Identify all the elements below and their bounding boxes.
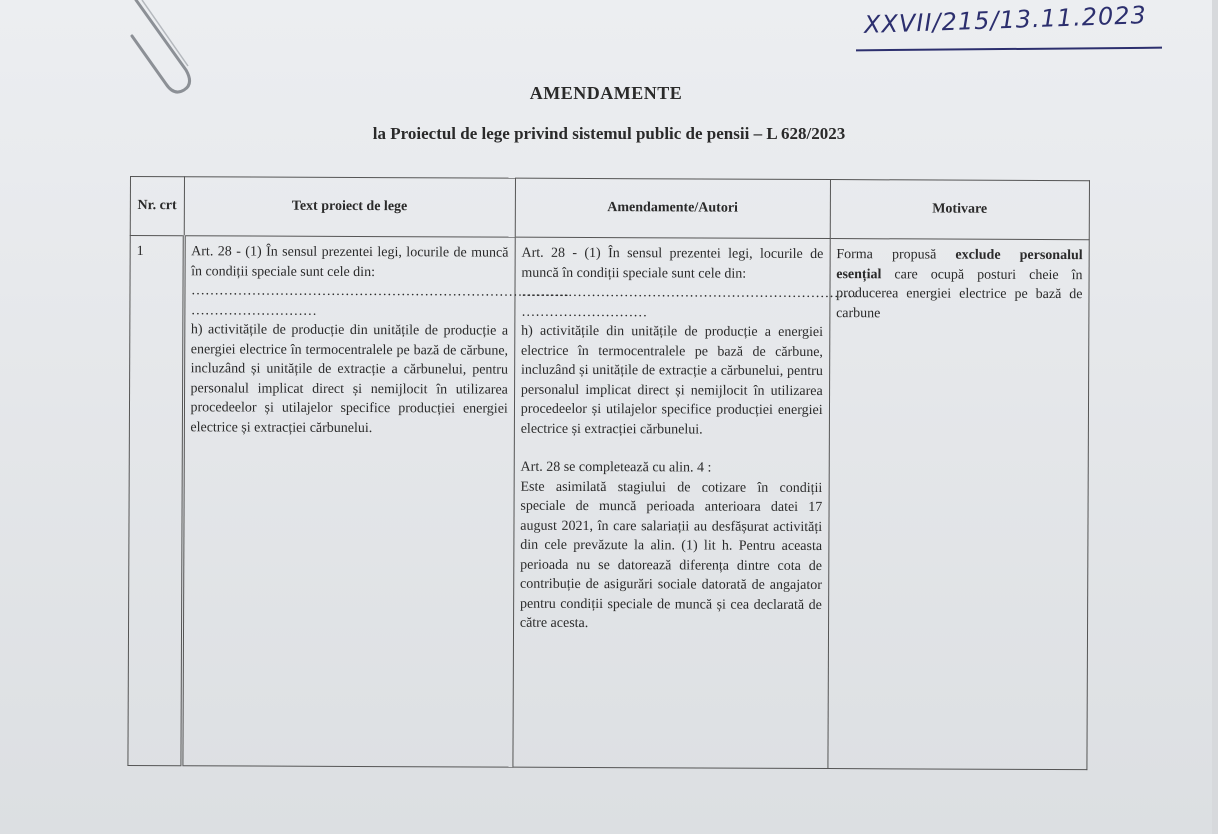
document-title: AMENDAMENTE [529, 83, 683, 103]
motivation-text: Forma propusă [836, 247, 937, 263]
law-text-paragraph: Art. 28 - (1) În sensul prezentei legi, locurile de muncă în condiții speciale sunt cele din: [191, 244, 509, 280]
motivation-bold-text: exclude personalul esențial [836, 247, 1083, 282]
handwritten-underline [856, 47, 1162, 52]
amendment-paragraph: h) activitățile din unitățile de producție a energiei electrice în termocentralele pe bază de cărbune, incluzând și unitățile de extracție a cărbunelui, pentru personalul implicat direct și nemijlocit în utilizarea procedeelor și utilajelor specifice producției energiei electrice și extracției cărbunelui. [520, 323, 824, 438]
row-number: 1 [128, 236, 184, 766]
column-header-motive: Motivare [830, 180, 1090, 240]
ellipsis-line: ……………………… [521, 304, 648, 320]
motivation-paragraph [836, 245, 1083, 324]
table-row [128, 236, 1089, 770]
table-header-row [130, 177, 1089, 240]
handwritten-ref-text: XXVII/215/13.11.2023 [863, 1, 1148, 39]
ellipsis-line: ……………………………………………………………………… [190, 283, 570, 300]
amendment-paragraph: Art. 28 - (1) În sensul prezentei legi, locurile de muncă în condiții speciale sunt cele din: [521, 245, 824, 282]
column-header-nr: Nr. crt [130, 177, 184, 236]
motivation-text: care ocupă posturi cheie în producerea energiei electrice pe bază de carbune [836, 266, 1083, 321]
document-subtitle: la Proiectul de lege privind sistemul public de pensii – L 628/2023 [372, 124, 846, 143]
amendment-heading: Art. 28 se completează cu alin. 4 : [520, 459, 712, 476]
amendment-paragraph: Este asimilată stagiului de cotizare în condiții speciale de muncă perioada anterioara datei 17 august 2021, în care salariații au desfășurat activități din cele prevăzute la alin. (1) lit h. Pentru aceasta perioada nu se datorează diferența dintre cota de contribuție de asigurări sociale datorată de angajator pentru condiții speciale de muncă și cea declarată de către acesta. [519, 479, 823, 632]
ellipsis-line: ……………………………………………………………… [521, 284, 858, 302]
column-header-text: Text proiect de lege [184, 177, 516, 237]
column-header-amend: Amendamente/Autori [515, 178, 830, 238]
amendments-table [127, 176, 1090, 770]
ellipsis-line: ……………………… [190, 302, 317, 319]
law-text-paragraph: h) activitățile de producție din unitățile de producție a energiei electrice în termocentralele pe bază de cărbune, incluzând și unitățile de extracție a cărbunelui, pentru personalul implicat direct și nemijlocit în utilizarea procedeelor și utilajelor specifice producției energiei electrice și extracției cărbunelui. [190, 322, 509, 436]
law-text-cell [181, 236, 570, 767]
handwritten-registration-number [863, 1, 1164, 66]
amendment-cell [513, 237, 858, 768]
motivation-cell [828, 239, 1090, 770]
